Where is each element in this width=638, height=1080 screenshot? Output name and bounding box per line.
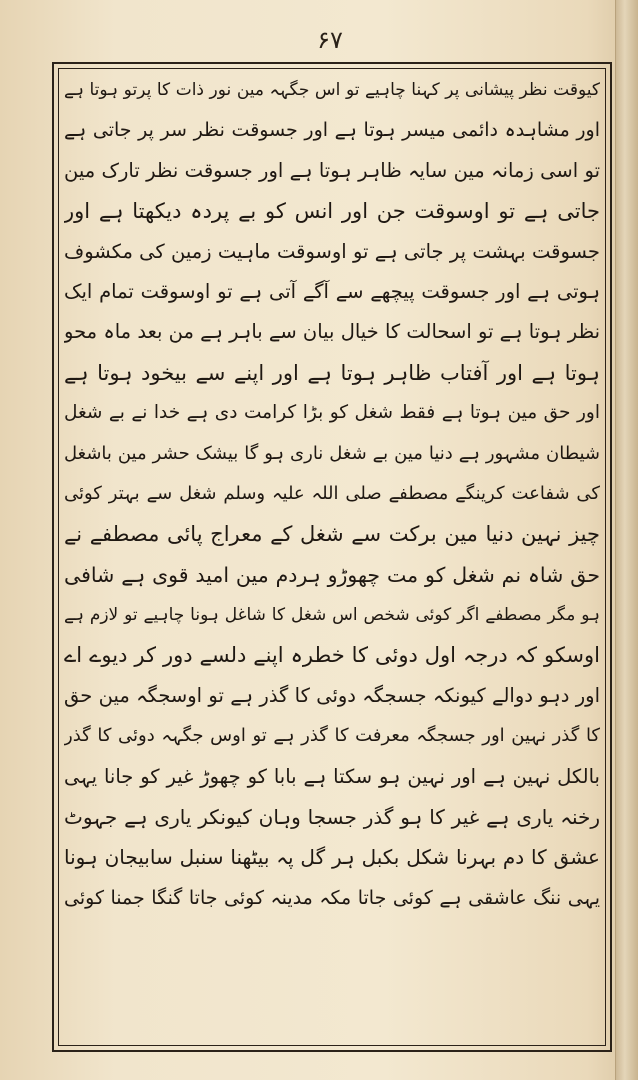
body-text — [64, 70, 600, 1042]
text-line-16: اور دہو دوالے کیونکہ جسجگہ دوئی کا گذر ہے تو اوسجگہ مین حق — [64, 683, 600, 707]
text-line-20: عشق کا دم بہرنا شکل بکبل ہر گل پہ بیٹھنا سنبل سابیجان ہونا — [64, 845, 600, 870]
text-line-3: تو اسی زمانہ مین سایہ ظاہر ہوتا ہے اور جسوقت نظر تارک مین — [64, 158, 600, 182]
text-line-19: رخنہ یاری ہے غیر کا ہو گذر جسجا وہان کیونکر یاری ہے جہوٹ — [64, 805, 600, 830]
text-line-11: کی شفاعت کرینگے مصطفے صلی اللہ علیہ وسلم شغل سے بہتر کوئی — [64, 482, 600, 504]
adjacent-page-edge — [615, 0, 638, 1080]
text-line-8: ہوتا ہے اور آفتاب ظاہر ہوتا ہے اور اپنے سے بیخود ہوتا ہے — [64, 360, 600, 385]
text-line-12: چیز نہین دنیا مین برکت سے شغل کے معراج پائی مصطفے نے — [64, 522, 600, 547]
text-line-14: ہو مگر مصطفے اگر کوئی شخص اس شغل کا شاغل ہونا چاہیے تو لازم ہے — [64, 605, 600, 626]
text-line-4: جاتی ہے تو اوسوقت جن اور انس کو بے پردہ دیکھتا ہے اور — [64, 199, 600, 224]
text-line-1: کیوقت نظر پیشانی پر کہنا چاہیے تو اس جگہہ مین نور ذات کا پرتو ہوتا ہے — [64, 80, 600, 100]
text-line-17: کا گذر نہین اور جسجگہ معرفت کا گذر ہے تو اوس جگہہ دوئی کا گذر — [64, 725, 600, 747]
text-line-2: اور مشاہدہ دائمی میسر ہوتا ہے اور جسوقت نظر سر پر جاتی ہے — [64, 119, 600, 142]
page-number: ۶۷ — [317, 26, 343, 54]
text-line-18: بالکل نہین ہے اور نہین ہو سکتا ہے بابا کو چھوڑ غیر کو جانا یہی — [64, 764, 600, 788]
text-line-5: جسوقت بہشت پر جاتی ہے تو اوسوقت ماہیت زمین کی مکشوف — [64, 239, 600, 263]
text-line-9: اور حق مین ہوتا ہے فقط شغل کو بڑا کرامت دی ہے خدا نے بے شغل — [64, 402, 600, 424]
text-line-15: اوسکو کہ درجہ اول دوئی کا خطرہ اپنے دلسے دور کر دیوے اے — [64, 643, 600, 668]
text-line-21: یہی ننگ عاشقی ہے کوئی جاتا مکہ مدینہ کوئی جاتا گنگا جمنا کوئی — [64, 886, 600, 909]
text-line-13: حق شاہ نم شغل کو مت چھوڑو ہردم مین امید قوی ہے شافی — [64, 562, 600, 587]
text-line-6: ہوتی ہے اور جسوقت پیچھے سے آگے آتی ہے تو اوسوقت تمام ایک — [64, 279, 600, 303]
text-line-7: نظر ہوتا ہے تو اسحالت کا خیال بیان سے باہر ہے من بعد ماہ محو — [64, 320, 600, 344]
text-line-10: شیطان مشہور ہے دنیا مین بے شغل ناری ہو گا بیشک حشر مین باشغل — [64, 442, 600, 464]
